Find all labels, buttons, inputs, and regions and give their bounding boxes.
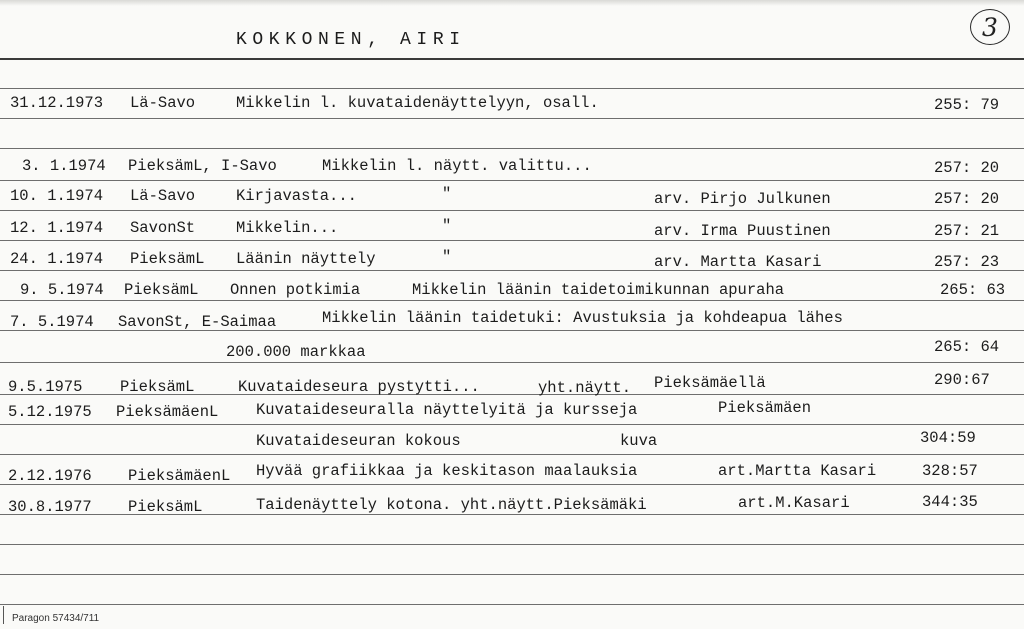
entry-source: PieksämL (120, 378, 195, 396)
entry-ref: 257: 20 (934, 159, 1000, 177)
entry-date: 5.12.1975 (8, 403, 92, 421)
entry-source: Lä-Savo (130, 187, 196, 205)
ditto-mark: " (442, 248, 452, 266)
entry-text-tail: Pieksämäen (718, 399, 812, 417)
entry-date: 2.12.1976 (8, 467, 92, 485)
ruled-line (0, 118, 1024, 119)
entry-source: Lä-Savo (130, 94, 196, 112)
card-title: KOKKONEN, AIRI (236, 30, 466, 50)
entry-text: Mikkelin l. kuvataidenäyttelyyn, osall. (236, 94, 599, 112)
ruled-line (0, 148, 1024, 149)
ruled-line (0, 574, 1024, 575)
entry-text: Mikkelin läänin taidetuki: Avustuksia ja kohdeapua lähes (322, 309, 843, 327)
entry-ref: 344:35 (922, 493, 978, 511)
ruled-line (0, 300, 1024, 301)
entry-continuation: Kuvataideseuran kokous (256, 432, 461, 450)
entry-source: SavonSt (130, 219, 196, 237)
entry-date: 24. 1.1974 (10, 250, 104, 268)
entry-text: Kirjavasta... (236, 187, 357, 205)
margin-mark (3, 606, 4, 624)
entry-continuation: 200.000 markkaa (226, 343, 366, 361)
ruled-line (0, 270, 1024, 271)
ruled-line (0, 544, 1024, 545)
entry-text: Taidenäyttely kotona. yht.näytt.Pieksämäki (256, 496, 647, 514)
entry-text: Mikkelin... (236, 219, 339, 237)
entry-reviewer: arv. Martta Kasari (654, 253, 822, 271)
entry-reviewer: art.M.Kasari (738, 494, 850, 512)
entry-source: PieksämäenL (128, 467, 231, 485)
entry-text: Läänin näyttely (236, 250, 376, 268)
card-number: 3 (982, 12, 998, 42)
entry-text: Mikkelin l. näytt. valittu... (322, 157, 592, 175)
entry-date: 31.12.1973 (10, 94, 104, 112)
card-number-circle (970, 9, 1010, 45)
ruled-line (0, 362, 1024, 363)
ruled-line (0, 180, 1024, 181)
entry-text: Kuvataideseura pystytti... (238, 378, 480, 396)
entry-date: 9.5.1975 (8, 378, 83, 396)
ditto-mark: " (442, 185, 452, 203)
entry-ref: 257: 23 (934, 253, 1000, 271)
ruled-line (0, 58, 1024, 60)
entry-ref: 265: 63 (940, 281, 1006, 299)
entry-ref: 328:57 (922, 462, 978, 480)
entry-ref: 257: 20 (934, 190, 1000, 208)
entry-ref: 265: 64 (934, 338, 1000, 356)
ruled-line (0, 454, 1024, 455)
entry-ref: 257: 21 (934, 222, 1000, 240)
entry-text: Kuvataideseuralla näyttelyitä ja kursseja (256, 401, 638, 419)
entry-text: Onnen potkimia (230, 281, 361, 299)
ruled-line (0, 424, 1024, 425)
entry-source: PieksämL (130, 250, 205, 268)
entry-date: 30.8.1977 (8, 498, 92, 516)
entry-reviewer: arv. Irma Puustinen (654, 222, 831, 240)
entry-date: 12. 1.1974 (10, 219, 104, 237)
printer-mark: Paragon 57434/711 (12, 613, 100, 624)
scan-edge (0, 0, 1024, 6)
entry-date: 10. 1.1974 (10, 187, 104, 205)
ruled-line (0, 604, 1024, 605)
entry-source: PieksämL (124, 281, 199, 299)
entry-reviewer: arv. Pirjo Julkunen (654, 190, 831, 208)
entry-source: SavonSt, E-Saimaa (118, 313, 277, 331)
entry-source: PieksämL, I-Savo (128, 157, 277, 175)
entry-ref: 290:67 (934, 371, 990, 389)
entry-text: Hyvää grafiikkaa ja keskitason maalauksia (256, 462, 638, 480)
entry-text: Mikkelin läänin taidetoimikunnan apuraha (412, 281, 785, 299)
entry-source: PieksämL (128, 498, 203, 516)
entry-date: 9. 5.1974 (20, 281, 104, 299)
ditto-mark: " (442, 217, 452, 235)
entry-date: 7. 5.1974 (10, 313, 94, 331)
entry-note: yht.näytt. (538, 379, 632, 397)
ruled-line (0, 240, 1024, 241)
entry-reviewer: art.Martta Kasari (718, 462, 877, 480)
entry-note: kuva (620, 432, 658, 450)
entry-source: PieksämäenL (116, 403, 219, 421)
entry-place: Pieksämäellä (654, 374, 766, 392)
ruled-line (0, 88, 1024, 89)
ruled-line (0, 210, 1024, 211)
entry-date: 3. 1.1974 (22, 157, 106, 175)
entry-ref: 304:59 (920, 429, 976, 447)
entry-ref: 255: 79 (934, 96, 1000, 114)
